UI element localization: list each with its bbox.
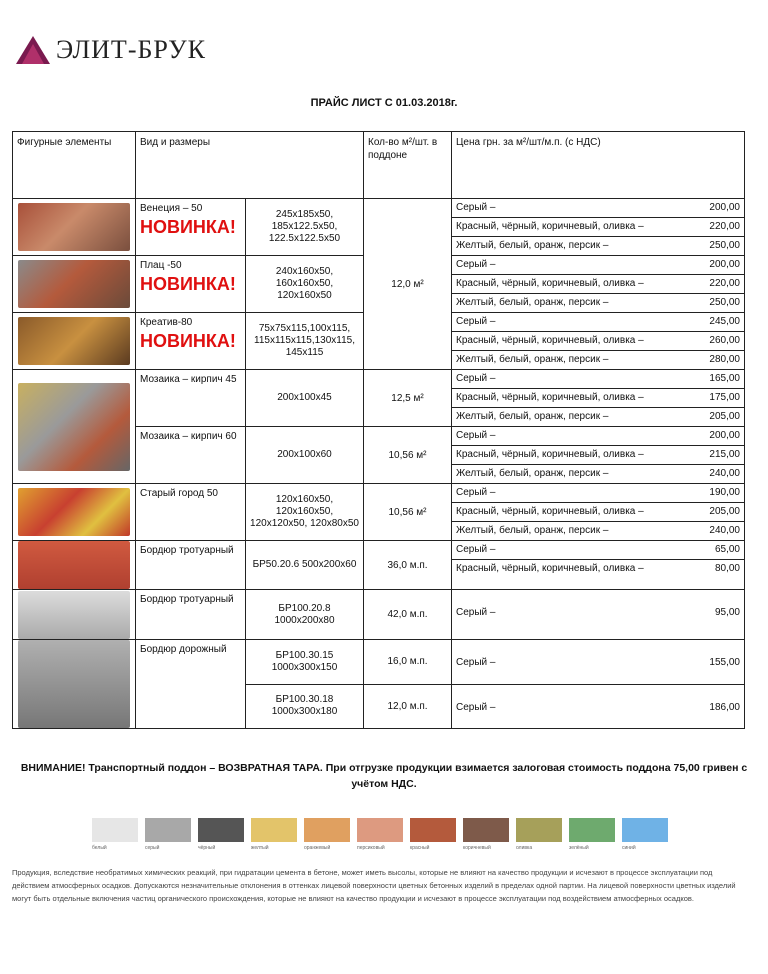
brand-name: ЭЛИТ-БРУК: [56, 35, 206, 64]
color-swatch: [463, 818, 509, 851]
price-line: [452, 218, 744, 237]
price-color-group: Серый –: [456, 544, 496, 555]
product-name: [136, 640, 246, 729]
product-image: [18, 317, 130, 365]
price-cell: [452, 684, 745, 729]
price-color-group: Серый –: [456, 430, 496, 441]
product-image-cell: [13, 370, 136, 484]
price-color-group: Красный, чёрный, коричневый, оливка –: [456, 392, 644, 403]
price-line: [452, 446, 744, 465]
price-value: 200,00: [709, 259, 740, 270]
price-cell: [452, 590, 745, 640]
product-image-cell: [13, 313, 136, 370]
color-swatch: [304, 818, 350, 851]
price-value: 240,00: [709, 468, 740, 479]
price-color-group: Красный, чёрный, коричневый, оливка –: [456, 449, 644, 460]
price-line: [452, 541, 744, 560]
price-table: [12, 131, 745, 729]
color-swatches: [92, 818, 668, 851]
price-value: 95,00: [714, 607, 740, 618]
price-cell: [452, 313, 745, 370]
product-size: 120х160х50, 120х160х50, 120х120х50, 120х80х50: [246, 484, 364, 541]
price-line: [452, 237, 744, 255]
price-color-group: Серый –: [456, 316, 496, 327]
price-value: 250,00: [709, 297, 740, 308]
swatch-label: синий: [622, 845, 636, 851]
price-line: [452, 560, 744, 578]
price-line: [452, 465, 744, 483]
table-row: [13, 370, 745, 427]
footnote: Продукция, вследствие необратимых химических реакций, при гидратации цемента в бетоне, может иметь высолы, которые не влияют на качество продукции и исчезают в процессе эксплуатации под действием атмосферных осадков. Допускаются незначительные отклонения в оттенках лицевой поверхности цветных бетонных изделий в пределах одной партии. На лицевой поверхности цветных изделий могут быть отдельные включения частиц органического происхождения, которые не влияют на качество продукции и исчезают в процессе эксплуатации под воздействием атмосферных осадков.: [12, 868, 736, 903]
swatch-label: оранжевый: [304, 845, 331, 851]
price-line: [452, 199, 744, 218]
brand-logo: [14, 34, 206, 66]
table-row: [13, 590, 745, 640]
product-size: 240х160х50, 160х160х50, 120х160х50: [246, 256, 364, 313]
product-name-text: Старый город 50: [140, 488, 218, 499]
product-size: БР100.30.18 1000х300х180: [246, 684, 364, 729]
product-size: БР100.20.8 1000х200х80: [246, 590, 364, 640]
product-name-text: Бордюр тротуарный: [140, 545, 234, 556]
header-quantity: Кол-во м²/шт. в поддоне: [364, 132, 452, 199]
new-badge: НОВИНКА!: [140, 274, 236, 294]
product-name: [136, 313, 246, 370]
color-swatch: [198, 818, 244, 851]
product-size: 200х100х60: [246, 427, 364, 484]
pallet-quantity: 12,0 м.п.: [364, 684, 452, 729]
product-name: [136, 590, 246, 640]
price-cell: [452, 427, 745, 484]
price-value: 165,00: [709, 373, 740, 384]
price-value: 175,00: [709, 392, 740, 403]
pallet-quantity: 10,56 м²: [364, 484, 452, 541]
price-color-group: Желтый, белый, оранж, персик –: [456, 468, 609, 479]
price-line: [452, 313, 744, 332]
pallet-quantity: 10,56 м²: [364, 427, 452, 484]
swatch-label: чёрный: [198, 845, 216, 851]
swatch-label: желтый: [251, 845, 269, 851]
product-name-text: Мозаика – кирпич 60: [140, 431, 237, 442]
product-image-cell: [13, 484, 136, 541]
price-color-group: Серый –: [456, 259, 496, 270]
logo-triangle-icon: [14, 34, 52, 66]
color-swatch: [92, 818, 138, 851]
header-type-size: Вид и размеры: [136, 132, 364, 199]
pallet-quantity: 12,5 м²: [364, 370, 452, 427]
price-value: 215,00: [709, 449, 740, 460]
page-title: ПРАЙС ЛИСТ С 01.03.2018г.: [310, 97, 458, 109]
swatch-label: серый: [145, 845, 160, 851]
pallet-quantity: 16,0 м.п.: [364, 640, 452, 685]
color-swatch: [516, 818, 562, 851]
product-name: [136, 484, 246, 541]
product-size: 200х100х45: [246, 370, 364, 427]
color-swatch: [622, 818, 668, 851]
price-value: 65,00: [714, 544, 740, 555]
table-row: [13, 199, 745, 256]
price-color-group: Желтый, белый, оранж, персик –: [456, 525, 609, 536]
price-color-group: Серый –: [456, 607, 496, 618]
price-value: 280,00: [709, 354, 740, 365]
header-price: Цена грн. за м²/шт/м.п. (с НДС): [452, 132, 745, 199]
price-cell: [452, 370, 745, 427]
price-line: [452, 699, 744, 717]
price-cell: [452, 541, 745, 590]
color-swatch: [251, 818, 297, 851]
price-value: 155,00: [709, 657, 740, 668]
price-line: [452, 370, 744, 389]
price-color-group: Серый –: [456, 202, 496, 213]
price-value: 186,00: [709, 701, 740, 713]
swatch-label: персиковый: [357, 845, 385, 851]
pallet-quantity: 12,0 м²: [364, 199, 452, 370]
price-color-group: Желтый, белый, оранж, персик –: [456, 354, 609, 365]
price-color-group: Красный, чёрный, коричневый, оливка –: [456, 335, 644, 346]
pallet-quantity: 36,0 м.п.: [364, 541, 452, 590]
price-color-group: Красный, чёрный, коричневый, оливка –: [456, 278, 644, 289]
product-name-text: Креатив-80: [140, 317, 193, 328]
product-name: [136, 199, 246, 256]
price-line: [452, 275, 744, 294]
color-swatch: [569, 818, 615, 851]
product-size: БР50.20.6 500х200х60: [246, 541, 364, 590]
price-line: [452, 389, 744, 408]
product-name-text: Бордюр тротуарный: [140, 594, 234, 605]
price-color-group: Серый –: [456, 487, 496, 498]
price-value: 190,00: [709, 487, 740, 498]
price-line: [452, 654, 744, 672]
product-image: [18, 383, 130, 471]
product-name: [136, 427, 246, 484]
price-line: [452, 408, 744, 426]
table-row: [13, 484, 745, 541]
table-row: [13, 541, 745, 590]
product-name-text: Венеция – 50: [140, 203, 203, 214]
price-line: [452, 503, 744, 522]
price-color-group: Желтый, белый, оранж, персик –: [456, 411, 609, 422]
product-image-cell: [13, 590, 136, 640]
product-image-cell: [13, 256, 136, 313]
product-image: [18, 203, 130, 251]
price-value: 220,00: [709, 278, 740, 289]
product-image: [18, 488, 130, 536]
product-name: [136, 256, 246, 313]
price-line: [452, 427, 744, 446]
new-badge: НОВИНКА!: [140, 331, 236, 351]
product-name-text: Бордюр дорожный: [140, 644, 227, 655]
product-image-cell: [13, 541, 136, 590]
new-badge: НОВИНКА!: [140, 217, 236, 237]
product-name-text: Мозаика – кирпич 45: [140, 374, 237, 385]
price-value: 80,00: [714, 563, 740, 574]
price-line: [452, 332, 744, 351]
color-swatch: [410, 818, 456, 851]
color-swatch: [145, 818, 191, 851]
product-size: БР100.30.15 1000х300х150: [246, 640, 364, 685]
product-name: [136, 370, 246, 427]
product-name: [136, 541, 246, 590]
price-value: 240,00: [709, 525, 740, 536]
product-image-cell: [13, 199, 136, 256]
price-color-group: Красный, чёрный, коричневый, оливка –: [456, 221, 644, 232]
price-color-group: Серый –: [456, 657, 496, 668]
swatch-label: коричневый: [463, 845, 491, 851]
swatch-label: зелёный: [569, 845, 589, 851]
swatch-label: красный: [410, 845, 430, 851]
price-line: [452, 522, 744, 540]
price-color-group: Серый –: [456, 373, 496, 384]
table-row: [13, 640, 745, 685]
price-line: [452, 294, 744, 312]
pallet-notice: ВНИМАНИЕ! Транспортный поддон – ВОЗВРАТНАЯ ТАРА. При отгрузке продукции взимается залоговая стоимость поддона 75,00 гривен с учётом НДС.: [20, 762, 748, 790]
price-color-group: Красный, чёрный, коричневый, оливка –: [456, 506, 644, 517]
price-line: [452, 256, 744, 275]
price-value: 200,00: [709, 202, 740, 213]
swatch-label: оливка: [516, 845, 533, 851]
product-size: 75х75х115,100х115, 115х115х115,130х115, 145х115: [246, 313, 364, 370]
price-line: [452, 604, 744, 622]
price-value: 205,00: [709, 411, 740, 422]
product-image: [18, 260, 130, 308]
price-value: 250,00: [709, 240, 740, 251]
price-line: [452, 351, 744, 369]
price-cell: [452, 256, 745, 313]
price-cell: [452, 199, 745, 256]
product-name-text: Плац -50: [140, 260, 182, 271]
price-line: [452, 484, 744, 503]
price-value: 220,00: [709, 221, 740, 232]
price-value: 245,00: [709, 316, 740, 327]
color-swatch: [357, 818, 403, 851]
product-image: [18, 591, 130, 639]
product-image: [18, 541, 130, 589]
swatch-label: белый: [92, 845, 107, 851]
table-header-row: [13, 132, 745, 199]
price-value: 260,00: [709, 335, 740, 346]
price-color-group: Желтый, белый, оранж, персик –: [456, 297, 609, 308]
product-image: [18, 640, 130, 728]
header-figured: Фигурные элементы: [13, 132, 136, 199]
price-color-group: Красный, чёрный, коричневый, оливка –: [456, 563, 644, 574]
pallet-quantity: 42,0 м.п.: [364, 590, 452, 640]
price-value: 200,00: [709, 430, 740, 441]
price-color-group: Желтый, белый, оранж, персик –: [456, 240, 609, 251]
product-size: 245х185х50, 185х122.5х50, 122.5х122.5х50: [246, 199, 364, 256]
product-image-cell: [13, 640, 136, 729]
price-cell: [452, 484, 745, 541]
price-cell: [452, 640, 745, 685]
price-color-group: Серый –: [456, 701, 496, 713]
price-value: 205,00: [709, 506, 740, 517]
